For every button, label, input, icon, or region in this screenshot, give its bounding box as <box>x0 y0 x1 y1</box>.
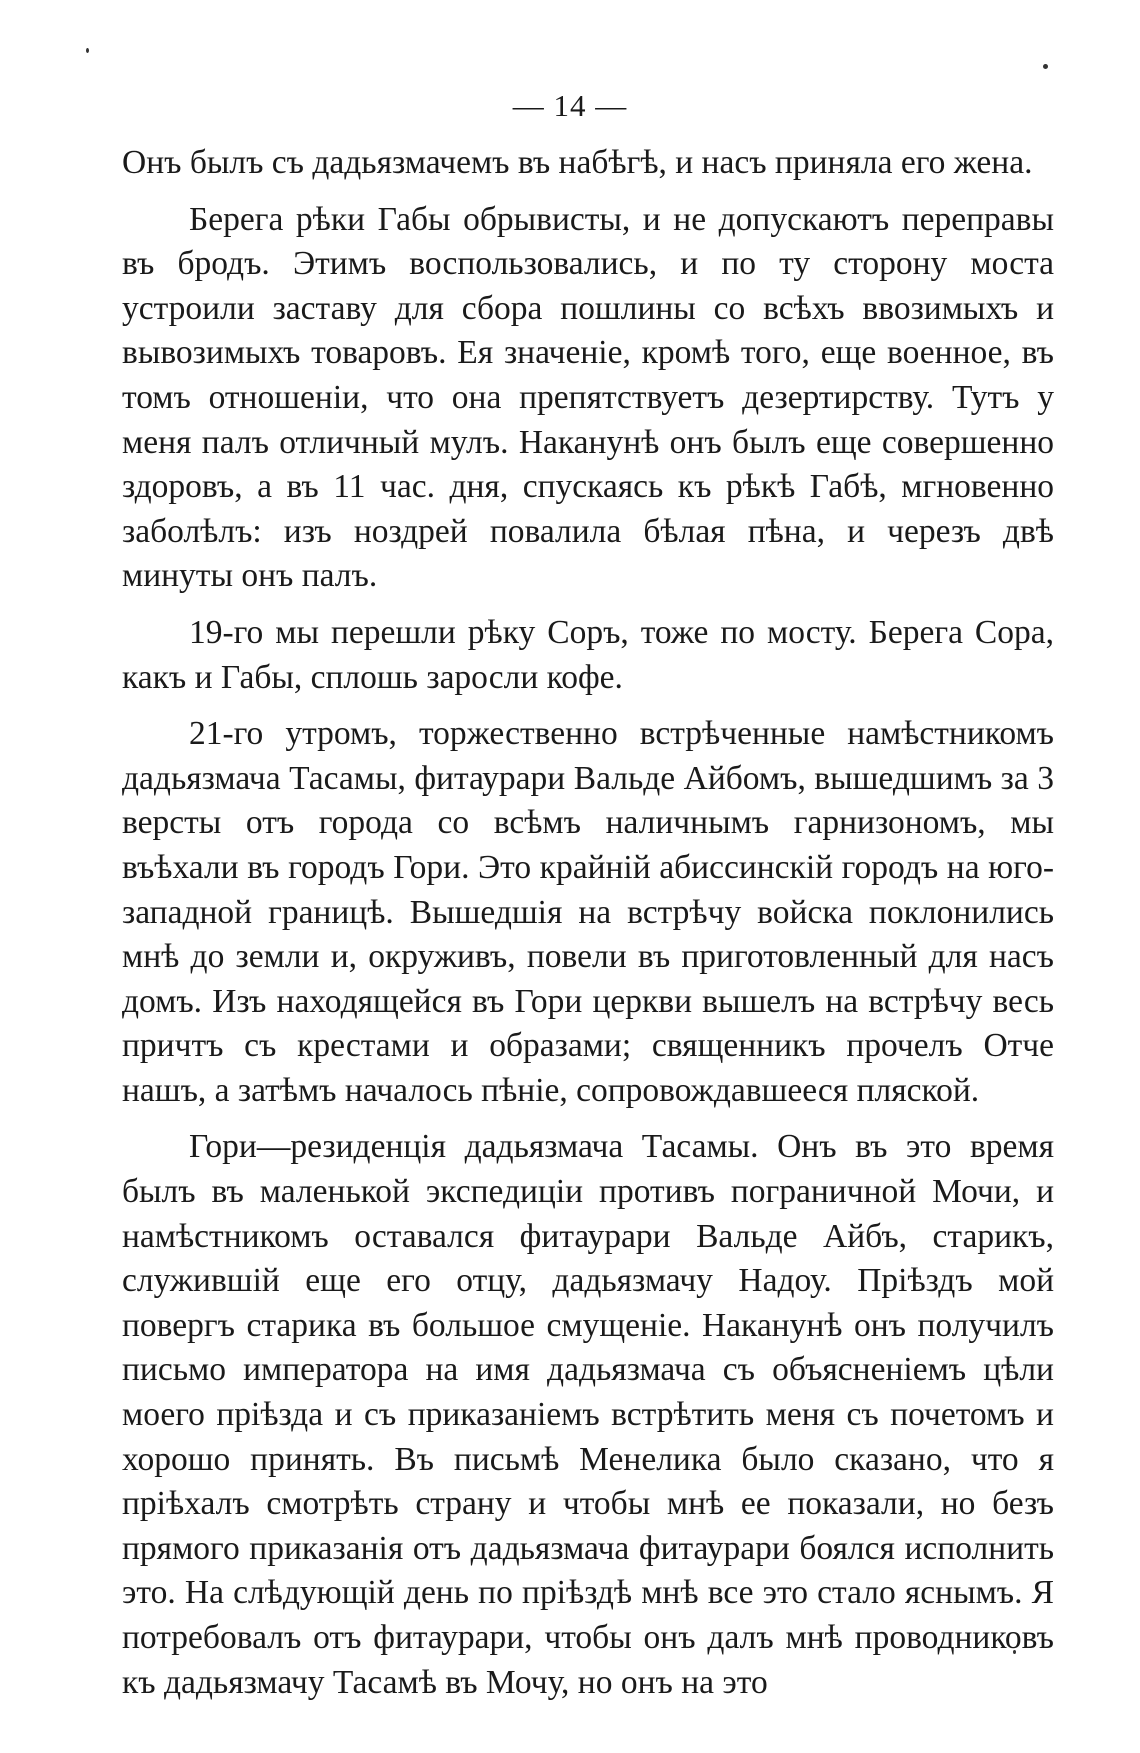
text-body <box>122 141 1054 1705</box>
paragraph-5: Гори—резиденція дадьязмача Тасамы. Онъ въ это время былъ въ маленькой экспедиціи противъ пограничной Мочи, и намѣстникомъ оставался фитаурари Вальде Айбъ, старикъ, служившій еще его отцу, дадьязмачу Надоу. Пріѣздъ мой повергъ старика въ большое смущеніе. Наканунѣ онъ получилъ письмо императора на имя дадьязмача съ объясненіемъ цѣли моего пріѣзда и съ приказаніемъ встрѣтить меня съ почетомъ и хорошо принять. Въ письмѣ Менелика было сказано, что я пріѣхалъ смотрѣть страну и чтобы мнѣ ее показали, но безъ прямого приказанія отъ дадьязмача фитаурари боялся исполнить это. На слѣдующій день по пріѣздѣ мнѣ все это стало яснымъ. Я потребовалъ отъ фитаурари, чтобы онъ далъ мнѣ проводниковъ къ дадьязмачу Тасамѣ въ Мочу, но онъ на это <box>122 1128 1054 1701</box>
print-speck <box>86 48 89 53</box>
paragraph-3: 19-го мы перешли рѣку Соръ, тоже по мосту. Берега Сора, какъ и Габы, сплошь заросли кофе. <box>122 613 1054 696</box>
paragraph-4: 21-го утромъ, торжественно встрѣченные намѣстникомъ дадьязмача Тасамы, фитаурари Вальде Айбомъ, вышедшимъ за 3 версты отъ города со всѣмъ наличнымъ гарнизономъ, мы въѣхали въ городъ Гори. Это крайній абиссинскій городъ на юго-западной границѣ. Вышедшія на встрѣчу войска поклонились мнѣ до земли и, окруживъ, повели въ приготовленный для насъ домъ. Изъ находящейся въ Гори церкви вышелъ на встрѣчу весь причтъ съ крестами и образами; священникъ прочелъ Отче нашъ, а затѣмъ началось пѣніе, сопровождавшееся пляской. <box>122 715 1054 1109</box>
page-number: — 14 — <box>512 88 628 123</box>
print-speck <box>1043 64 1048 69</box>
paragraph-1: Онъ былъ съ дадьязмачемъ въ набѣгѣ, и насъ приняла его жена. <box>122 144 1033 181</box>
paragraph-2: Берега рѣки Габы обрывисты, и не допускаютъ переправы въ бродъ. Этимъ воспользовались, и по ту сторону моста устроили заставу для сбора пошлины со всѣхъ ввозимыхъ и вывозимыхъ товаровъ. Ея значеніе, кромѣ того, еще военное, въ томъ отношеніи, что она препятствуетъ дезертирству. Тутъ у меня палъ отличный мулъ. Наканунѣ онъ былъ еще совершенно здоровъ, а въ 11 час. дня, спускаясь къ рѣкѣ Габѣ, мгновенно заболѣлъ: изъ ноздрей повалила бѣлая пѣна, и черезъ двѣ минуты онъ палъ. <box>122 200 1054 595</box>
